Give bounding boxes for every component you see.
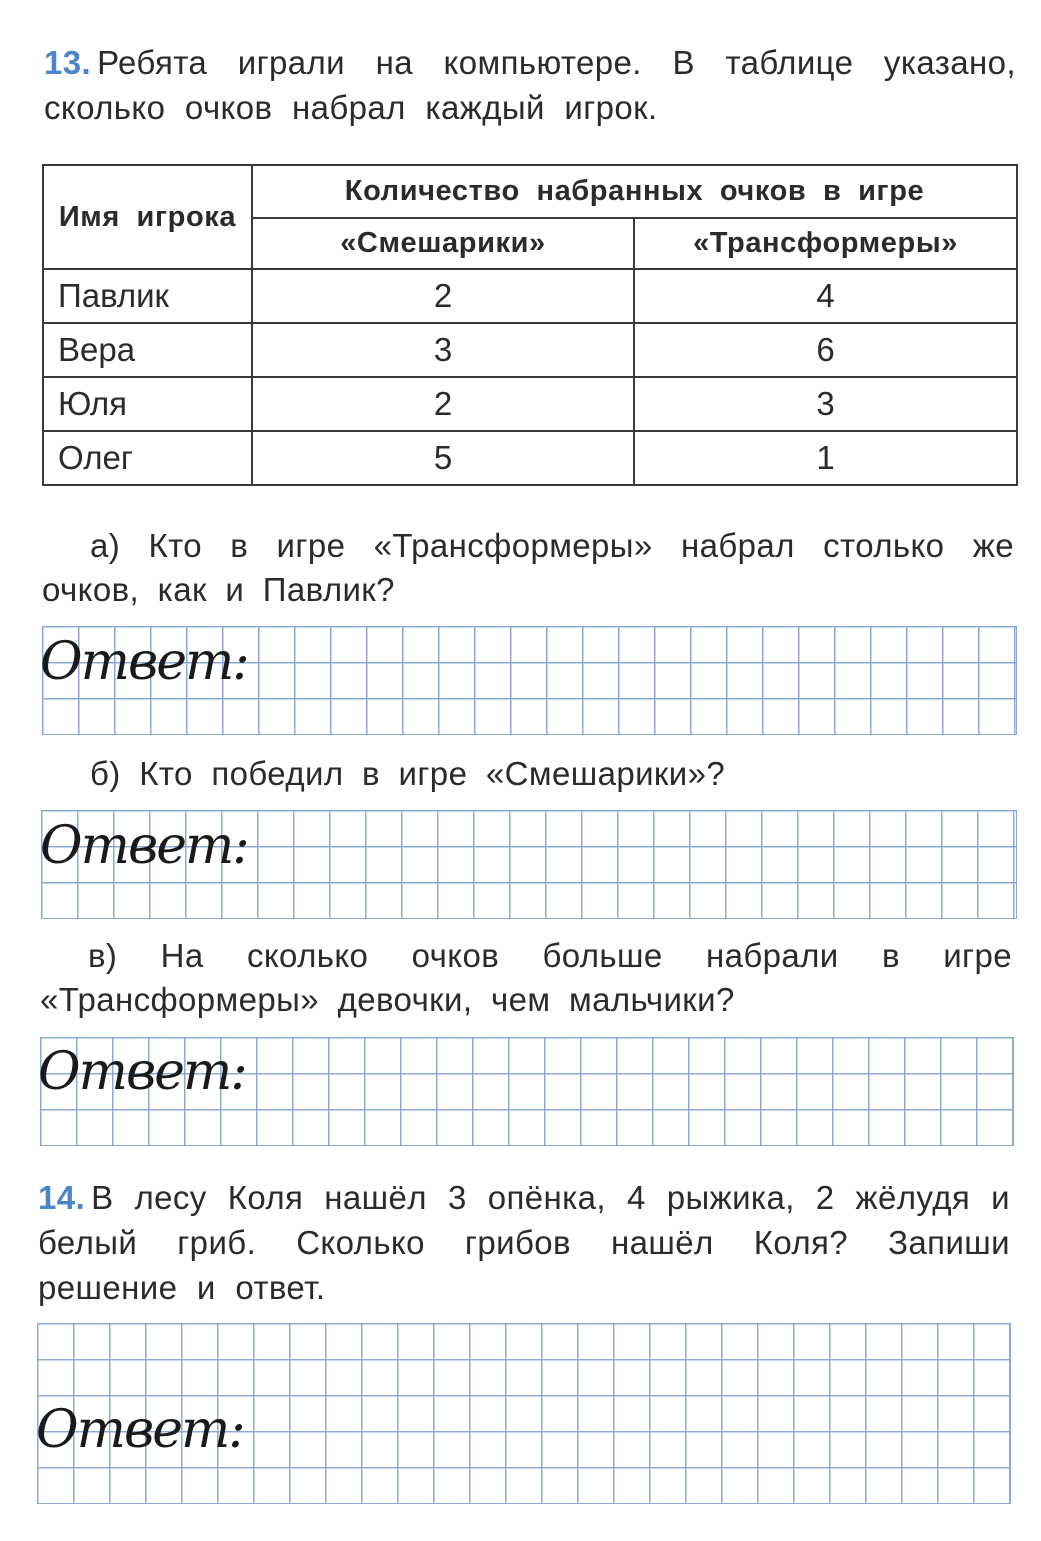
points-group-header: Количество набранных очков в игре — [252, 165, 1017, 218]
task-13-statement — [44, 40, 1016, 130]
game1-score: 2 — [252, 269, 634, 323]
question-c — [40, 934, 1012, 1022]
question-b-text: б) Кто победил в игре «Смешарики»? — [90, 755, 726, 792]
player-name: Павлик — [43, 269, 252, 323]
player-name: Вера — [43, 323, 252, 377]
task-14-statement — [38, 1175, 1010, 1310]
game2-score: 4 — [634, 269, 1017, 323]
game2-column-header: «Трансформеры» — [634, 218, 1017, 269]
table-row — [43, 269, 1017, 323]
question-c-text: в) На сколько очков больше набрали в игре «Трансформеры» девочки, чем мальчики? — [40, 937, 1012, 1018]
game2-score: 6 — [634, 323, 1017, 377]
game2-score: 1 — [634, 431, 1017, 485]
game1-score: 2 — [252, 377, 634, 431]
player-name: Юля — [43, 377, 252, 431]
task-13-number: 13. — [44, 44, 92, 81]
question-a-text: а) Кто в игре «Трансформеры» набрал столько же очков, как и Павлик? — [42, 527, 1014, 608]
table-row — [43, 323, 1017, 377]
answer-label-14: Ответ: — [36, 1400, 244, 1460]
game1-score: 5 — [252, 431, 634, 485]
scores-table — [42, 164, 1018, 486]
game1-score: 3 — [252, 323, 634, 377]
task-14-text: В лесу Коля нашёл 3 опёнка, 4 рыжика, 2 жёлудя и белый гриб. Сколько грибов нашёл Коля? Запиши решение и ответ. — [38, 1179, 1010, 1306]
game1-column-header: «Смешарики» — [252, 218, 634, 269]
answer-label-c: Ответ: — [38, 1042, 246, 1102]
player-name: Олег — [43, 431, 252, 485]
name-column-header: Имя игрока — [43, 165, 252, 269]
question-b — [42, 752, 1014, 796]
task-14-number: 14. — [38, 1179, 86, 1216]
task-13-text: Ребята играли на компьютере. В таблице указано, сколько очков набрал каждый игрок. — [44, 44, 1016, 126]
table-row — [43, 377, 1017, 431]
answer-label-b: Ответ: — [40, 816, 248, 876]
game2-score: 3 — [634, 377, 1017, 431]
question-a — [42, 524, 1014, 612]
table-row — [43, 431, 1017, 485]
answer-label-a: Ответ: — [40, 632, 248, 692]
